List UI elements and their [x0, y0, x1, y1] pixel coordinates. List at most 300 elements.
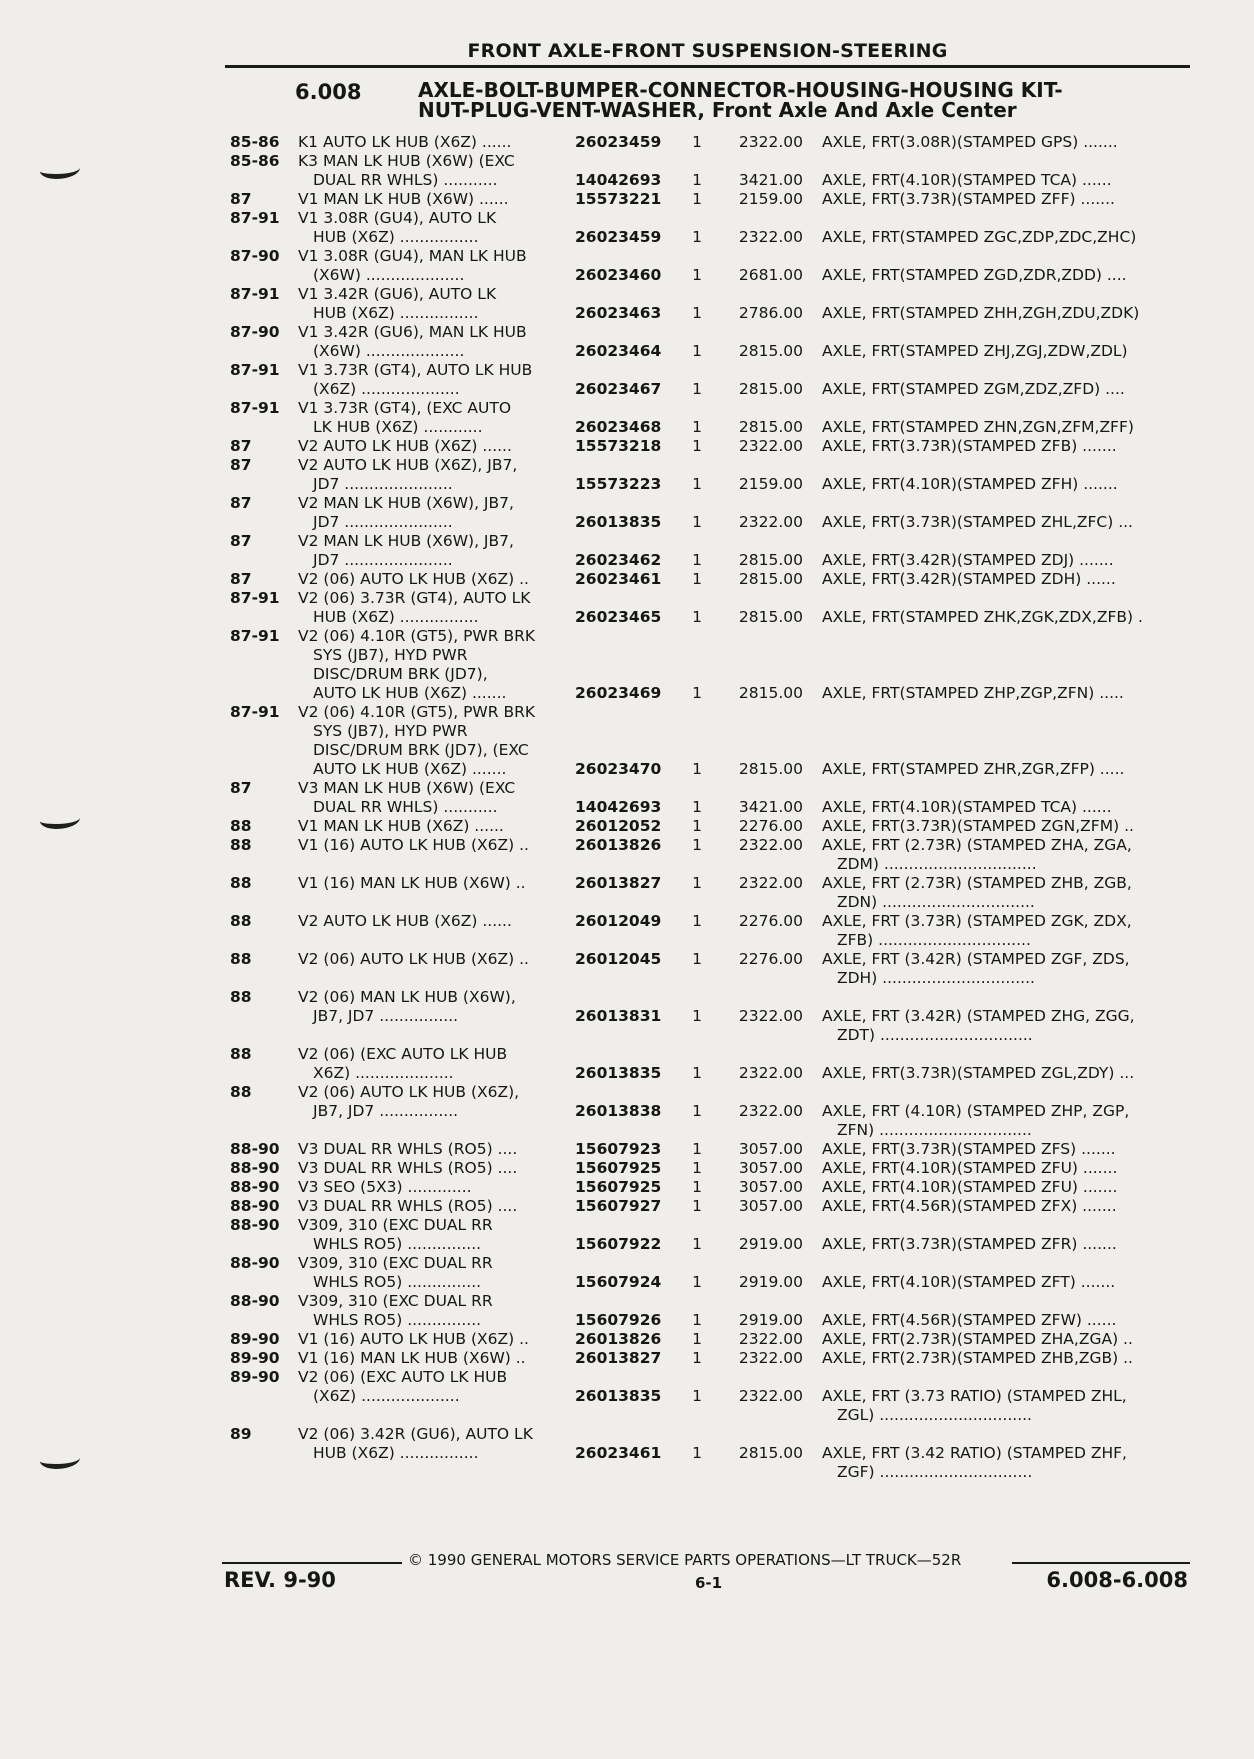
description-line: V2 (06) 3.42R (GU6), AUTO LK — [298, 1425, 533, 1443]
axle-description — [822, 950, 1190, 988]
price: 2322.00 — [738, 228, 803, 246]
entry-description — [298, 703, 798, 779]
quantity: 1 — [692, 798, 702, 816]
entry-years: 88-90 — [230, 1254, 280, 1272]
section-title-line1: AXLE-BOLT-BUMPER-CONNECTOR-HOUSING-HOUSING KIT- — [418, 78, 1063, 102]
description-line: (X6W) .................... — [313, 342, 465, 360]
part-entry — [230, 1349, 1190, 1368]
axle-line: AXLE, FRT(4.10R)(STAMPED TCA) ...... — [822, 798, 1112, 816]
axle-line: AXLE, FRT(3.42R)(STAMPED ZDH) ...... — [822, 570, 1116, 588]
axle-line: AXLE, FRT(STAMPED ZHJ,ZGJ,ZDW,ZDL) — [822, 342, 1128, 360]
part-entry — [230, 703, 1190, 779]
entry-description — [298, 1083, 798, 1121]
part-number: 26012045 — [575, 950, 662, 968]
entry-years: 88 — [230, 988, 252, 1006]
price: 3421.00 — [738, 171, 803, 189]
copyright: © 1990 GENERAL MOTORS SERVICE PARTS OPERATIONS—LT TRUCK—52R — [408, 1551, 962, 1569]
price: 2919.00 — [738, 1235, 803, 1253]
axle-description — [822, 551, 1190, 570]
axle-line: AXLE, FRT(4.10R)(STAMPED ZFT) ....... — [822, 1273, 1116, 1291]
axle-line: AXLE, FRT (3.42 RATIO) (STAMPED ZHF, — [822, 1444, 1127, 1462]
entry-description — [298, 1216, 798, 1254]
quantity: 1 — [692, 171, 702, 189]
axle-line: ZGL) ............................... — [837, 1406, 1032, 1424]
part-entry — [230, 323, 1190, 361]
entry-years: 88 — [230, 912, 252, 930]
part-number: 15607922 — [575, 1235, 662, 1253]
entry-years: 88-90 — [230, 1178, 280, 1196]
description-line: HUB (X6Z) ................ — [313, 1444, 479, 1462]
axle-line: ZFN) ............................... — [837, 1121, 1032, 1139]
axle-line: AXLE, FRT(3.73R)(STAMPED ZFR) ....... — [822, 1235, 1117, 1253]
entry-years: 89-90 — [230, 1368, 280, 1386]
description-line: JD7 ...................... — [313, 475, 453, 493]
page-header: FRONT AXLE-FRONT SUSPENSION-STEERING — [467, 40, 948, 62]
axle-line: AXLE, FRT(3.73R)(STAMPED ZFB) ....... — [822, 437, 1117, 455]
axle-line: AXLE, FRT(4.10R)(STAMPED ZFU) ....... — [822, 1178, 1118, 1196]
part-number: 26023461 — [575, 1444, 662, 1462]
quantity: 1 — [692, 836, 702, 854]
part-number: 26012049 — [575, 912, 662, 930]
description-line: WHLS RO5) ............... — [313, 1311, 482, 1329]
part-entry — [230, 1140, 1190, 1159]
axle-line: AXLE, FRT (4.10R) (STAMPED ZHP, ZGP, — [822, 1102, 1130, 1120]
part-number: 26023463 — [575, 304, 662, 322]
quantity: 1 — [692, 380, 702, 398]
price: 3057.00 — [738, 1159, 803, 1177]
section-range: 6.008-6.008 — [1046, 1568, 1188, 1592]
part-number: 26013827 — [575, 874, 662, 892]
axle-description — [822, 1387, 1190, 1425]
part-number: 15607925 — [575, 1178, 662, 1196]
entry-description — [298, 1159, 798, 1178]
entry-years: 88 — [230, 817, 252, 835]
binding-hole-mark — [40, 810, 80, 829]
entry-years: 87-91 — [230, 209, 280, 227]
part-number: 14042693 — [575, 171, 662, 189]
part-entry — [230, 779, 1190, 817]
quantity: 1 — [692, 1330, 702, 1348]
part-number: 15573223 — [575, 475, 662, 493]
price: 2815.00 — [738, 380, 803, 398]
footer-rule-right — [1012, 1562, 1190, 1564]
axle-line: AXLE, FRT(STAMPED ZGC,ZDP,ZDC,ZHC) — [822, 228, 1137, 246]
description-line: V2 (06) 4.10R (GT5), PWR BRK — [298, 627, 536, 645]
axle-description — [822, 1444, 1190, 1482]
entry-description — [298, 323, 798, 361]
axle-description — [822, 304, 1190, 323]
part-number: 26013826 — [575, 836, 662, 854]
axle-line: ZGF) ............................... — [837, 1463, 1033, 1481]
description-line: WHLS RO5) ............... — [313, 1273, 482, 1291]
axle-description — [822, 1178, 1190, 1197]
part-entry — [230, 133, 1190, 152]
axle-line: ZDN) ............................... — [837, 893, 1035, 911]
price: 2815.00 — [738, 570, 803, 588]
entry-years: 87 — [230, 570, 252, 588]
part-entry — [230, 627, 1190, 703]
axle-line: AXLE, FRT (3.73 RATIO) (STAMPED ZHL, — [822, 1387, 1127, 1405]
part-number: 14042693 — [575, 798, 662, 816]
axle-line: ZDM) ............................... — [837, 855, 1037, 873]
part-number: 26023467 — [575, 380, 662, 398]
description-line: V2 (06) AUTO LK HUB (X6Z) .. — [298, 950, 529, 968]
price: 2322.00 — [738, 874, 803, 892]
part-entry — [230, 209, 1190, 247]
price: 2322.00 — [738, 836, 803, 854]
axle-line: AXLE, FRT(3.42R)(STAMPED ZDJ) ....... — [822, 551, 1114, 569]
part-entry — [230, 1083, 1190, 1140]
description-line: V1 3.42R (GU6), AUTO LK — [298, 285, 497, 303]
axle-description — [822, 684, 1190, 703]
axle-description — [822, 1311, 1190, 1330]
part-entry — [230, 361, 1190, 399]
axle-line: AXLE, FRT(STAMPED ZHK,ZGK,ZDX,ZFB) . — [822, 608, 1143, 626]
axle-description — [822, 266, 1190, 285]
part-number: 26012052 — [575, 817, 662, 835]
axle-description — [822, 380, 1190, 399]
description-line: V3 SEO (5X3) ............. — [298, 1178, 472, 1196]
entry-description — [298, 627, 798, 703]
section-title-line2: NUT-PLUG-VENT-WASHER, Front Axle And Axle Center — [418, 98, 1017, 122]
quantity: 1 — [692, 513, 702, 531]
description-line: JD7 ...................... — [313, 551, 453, 569]
part-number: 26023462 — [575, 551, 662, 569]
entry-years: 88-90 — [230, 1197, 280, 1215]
part-number: 26023461 — [575, 570, 662, 588]
quantity: 1 — [692, 1387, 702, 1405]
entry-years: 87 — [230, 456, 252, 474]
part-number: 15607925 — [575, 1159, 662, 1177]
price: 2322.00 — [738, 1064, 803, 1082]
description-line: DUAL RR WHLS) ........... — [313, 171, 498, 189]
entry-description — [298, 988, 798, 1026]
binding-hole-mark — [40, 1450, 80, 1469]
description-line: V1 MAN LK HUB (X6Z) ...... — [298, 817, 504, 835]
axle-description — [822, 342, 1190, 361]
description-line: (X6Z) .................... — [313, 380, 460, 398]
entry-description — [298, 1368, 798, 1406]
description-line: V309, 310 (EXC DUAL RR — [298, 1254, 493, 1272]
description-line: HUB (X6Z) ................ — [313, 228, 479, 246]
description-line: V2 (06) (EXC AUTO LK HUB — [298, 1368, 508, 1386]
description-line: AUTO LK HUB (X6Z) ....... — [313, 760, 507, 778]
quantity: 1 — [692, 570, 702, 588]
price: 3057.00 — [738, 1197, 803, 1215]
part-number: 26023465 — [575, 608, 662, 626]
part-number: 26023459 — [575, 228, 662, 246]
axle-line: AXLE, FRT(4.10R)(STAMPED ZFU) ....... — [822, 1159, 1118, 1177]
price: 2815.00 — [738, 760, 803, 778]
price: 2681.00 — [738, 266, 803, 284]
part-entry — [230, 912, 1190, 950]
quantity: 1 — [692, 475, 702, 493]
description-line: K1 AUTO LK HUB (X6Z) ...... — [298, 133, 512, 151]
part-entry — [230, 817, 1190, 836]
entry-years: 87-91 — [230, 285, 280, 303]
entry-description — [298, 456, 798, 494]
entry-years: 87-91 — [230, 399, 280, 417]
price: 2815.00 — [738, 684, 803, 702]
quantity: 1 — [692, 266, 702, 284]
part-number: 15607923 — [575, 1140, 662, 1158]
axle-line: AXLE, FRT (2.73R) (STAMPED ZHA, ZGA, — [822, 836, 1132, 854]
axle-description — [822, 190, 1190, 209]
price: 2815.00 — [738, 551, 803, 569]
entry-description — [298, 836, 798, 855]
quantity: 1 — [692, 1444, 702, 1462]
entry-years: 88-90 — [230, 1140, 280, 1158]
axle-description — [822, 171, 1190, 190]
price: 2919.00 — [738, 1311, 803, 1329]
price: 2159.00 — [738, 190, 803, 208]
entry-description — [298, 1330, 798, 1349]
part-entry — [230, 1045, 1190, 1083]
part-entry — [230, 1197, 1190, 1216]
entry-years: 87 — [230, 190, 252, 208]
description-line: V1 MAN LK HUB (X6W) ...... — [298, 190, 509, 208]
entry-years: 87-91 — [230, 627, 280, 645]
price: 3057.00 — [738, 1140, 803, 1158]
price: 3421.00 — [738, 798, 803, 816]
quantity: 1 — [692, 1349, 702, 1367]
description-line: V1 (16) AUTO LK HUB (X6Z) .. — [298, 1330, 529, 1348]
axle-description — [822, 437, 1190, 456]
axle-description — [822, 1159, 1190, 1178]
price: 2322.00 — [738, 133, 803, 151]
part-number: 26013831 — [575, 1007, 662, 1025]
part-entry — [230, 1368, 1190, 1425]
quantity: 1 — [692, 551, 702, 569]
quantity: 1 — [692, 1273, 702, 1291]
description-line: V2 AUTO LK HUB (X6Z), JB7, — [298, 456, 518, 474]
axle-description — [822, 513, 1190, 532]
axle-line: ZFB) ............................... — [837, 931, 1031, 949]
description-line: HUB (X6Z) ................ — [313, 608, 479, 626]
entry-description — [298, 209, 798, 247]
axle-line: AXLE, FRT(3.73R)(STAMPED ZGN,ZFM) .. — [822, 817, 1134, 835]
description-line: HUB (X6Z) ................ — [313, 304, 479, 322]
description-line: SYS (JB7), HYD PWR — [313, 646, 468, 664]
quantity: 1 — [692, 304, 702, 322]
description-line: V2 AUTO LK HUB (X6Z) ...... — [298, 912, 512, 930]
description-line: DISC/DRUM BRK (JD7), (EXC — [313, 741, 529, 759]
part-entry — [230, 1159, 1190, 1178]
entry-description — [298, 1045, 798, 1083]
price: 2159.00 — [738, 475, 803, 493]
entry-description — [298, 494, 798, 532]
entry-years: 88 — [230, 874, 252, 892]
quantity: 1 — [692, 1311, 702, 1329]
entry-description — [298, 1197, 798, 1216]
quantity: 1 — [692, 1064, 702, 1082]
part-entry — [230, 874, 1190, 912]
entry-description — [298, 912, 798, 931]
description-line: LK HUB (X6Z) ............ — [313, 418, 483, 436]
description-line: K3 MAN LK HUB (X6W) (EXC — [298, 152, 515, 170]
axle-description — [822, 1235, 1190, 1254]
axle-line: AXLE, FRT(2.73R)(STAMPED ZHA,ZGA) .. — [822, 1330, 1133, 1348]
axle-line: ZDH) ............................... — [837, 969, 1035, 987]
price: 3057.00 — [738, 1178, 803, 1196]
price: 2815.00 — [738, 1444, 803, 1462]
entry-description — [298, 1140, 798, 1159]
part-number: 26013827 — [575, 1349, 662, 1367]
description-line: V2 (06) 3.73R (GT4), AUTO LK — [298, 589, 531, 607]
entry-description — [298, 1178, 798, 1197]
quantity: 1 — [692, 1102, 702, 1120]
description-line: V3 DUAL RR WHLS (RO5) .... — [298, 1159, 518, 1177]
description-line: (X6Z) .................... — [313, 1387, 460, 1405]
entry-years: 87-90 — [230, 247, 280, 265]
entry-years: 88-90 — [230, 1159, 280, 1177]
part-number: 26023459 — [575, 133, 662, 151]
axle-line: AXLE, FRT(STAMPED ZHH,ZGH,ZDU,ZDK) — [822, 304, 1140, 322]
entry-description — [298, 437, 798, 456]
description-line: JB7, JD7 ................ — [313, 1102, 459, 1120]
axle-description — [822, 760, 1190, 779]
axle-description — [822, 570, 1190, 589]
entry-description — [298, 152, 798, 190]
part-entry — [230, 247, 1190, 285]
quantity: 1 — [692, 874, 702, 892]
axle-description — [822, 836, 1190, 874]
price: 2786.00 — [738, 304, 803, 322]
axle-description — [822, 1064, 1190, 1083]
part-entry — [230, 836, 1190, 874]
description-line: V1 3.73R (GT4), AUTO LK HUB — [298, 361, 533, 379]
quantity: 1 — [692, 912, 702, 930]
description-line: V2 (06) MAN LK HUB (X6W), — [298, 988, 516, 1006]
axle-description — [822, 798, 1190, 817]
axle-description — [822, 1330, 1190, 1349]
part-entry — [230, 456, 1190, 494]
description-line: AUTO LK HUB (X6Z) ....... — [313, 684, 507, 702]
part-entry — [230, 190, 1190, 209]
description-line: V2 (06) AUTO LK HUB (X6Z) .. — [298, 570, 529, 588]
description-line: SYS (JB7), HYD PWR — [313, 722, 468, 740]
quantity: 1 — [692, 228, 702, 246]
part-entry — [230, 1292, 1190, 1330]
price: 2815.00 — [738, 608, 803, 626]
entry-description — [298, 1425, 798, 1463]
part-entry — [230, 399, 1190, 437]
description-line: V1 (16) MAN LK HUB (X6W) .. — [298, 874, 526, 892]
quantity: 1 — [692, 950, 702, 968]
description-line: JD7 ...................... — [313, 513, 453, 531]
entry-description — [298, 1292, 798, 1330]
axle-description — [822, 133, 1190, 152]
axle-line: AXLE, FRT(3.73R)(STAMPED ZGL,ZDY) ... — [822, 1064, 1135, 1082]
part-entry — [230, 1254, 1190, 1292]
part-entry — [230, 152, 1190, 190]
part-entry — [230, 988, 1190, 1045]
axle-description — [822, 874, 1190, 912]
quantity: 1 — [692, 817, 702, 835]
part-entry — [230, 1178, 1190, 1197]
description-line: V309, 310 (EXC DUAL RR — [298, 1292, 493, 1310]
entry-description — [298, 247, 798, 285]
entry-years: 89-90 — [230, 1330, 280, 1348]
part-number: 26023470 — [575, 760, 662, 778]
price: 2322.00 — [738, 1330, 803, 1348]
part-number: 26023469 — [575, 684, 662, 702]
part-entry — [230, 494, 1190, 532]
quantity: 1 — [692, 1197, 702, 1215]
axle-line: AXLE, FRT (3.42R) (STAMPED ZGF, ZDS, — [822, 950, 1130, 968]
price: 2919.00 — [738, 1273, 803, 1291]
entry-years: 88 — [230, 950, 252, 968]
axle-description — [822, 1140, 1190, 1159]
description-line: V1 (16) AUTO LK HUB (X6Z) .. — [298, 836, 529, 854]
axle-line: ZDT) ............................... — [837, 1026, 1033, 1044]
entry-years: 88 — [230, 1083, 252, 1101]
entry-years: 87-91 — [230, 589, 280, 607]
entry-description — [298, 874, 798, 893]
entry-description — [298, 950, 798, 969]
quantity: 1 — [692, 608, 702, 626]
entry-years: 88-90 — [230, 1216, 280, 1234]
axle-description — [822, 1349, 1190, 1368]
description-line: V2 AUTO LK HUB (X6Z) ...... — [298, 437, 512, 455]
axle-line: AXLE, FRT(4.56R)(STAMPED ZFX) ....... — [822, 1197, 1117, 1215]
axle-description — [822, 418, 1190, 437]
quantity: 1 — [692, 133, 702, 151]
part-entry — [230, 1425, 1190, 1482]
part-entry — [230, 570, 1190, 589]
entry-years: 89-90 — [230, 1349, 280, 1367]
entry-description — [298, 817, 798, 836]
part-entry — [230, 285, 1190, 323]
axle-line: AXLE, FRT(4.56R)(STAMPED ZFW) ...... — [822, 1311, 1117, 1329]
axle-description — [822, 1273, 1190, 1292]
description-line: V2 (06) AUTO LK HUB (X6Z), — [298, 1083, 520, 1101]
axle-description — [822, 1007, 1190, 1045]
description-line: V2 (06) 4.10R (GT5), PWR BRK — [298, 703, 536, 721]
part-entry — [230, 950, 1190, 988]
price: 2322.00 — [738, 437, 803, 455]
axle-line: AXLE, FRT (3.42R) (STAMPED ZHG, ZGG, — [822, 1007, 1135, 1025]
part-number: 26013826 — [575, 1330, 662, 1348]
entry-description — [298, 285, 798, 323]
section-title — [418, 80, 1138, 120]
price: 2815.00 — [738, 342, 803, 360]
header-rule — [225, 65, 1190, 68]
quantity: 1 — [692, 418, 702, 436]
description-line: V309, 310 (EXC DUAL RR — [298, 1216, 493, 1234]
price: 2276.00 — [738, 817, 803, 835]
entry-years: 87 — [230, 437, 252, 455]
part-entry — [230, 437, 1190, 456]
binding-hole-mark — [40, 160, 80, 179]
entry-years: 88-90 — [230, 1292, 280, 1310]
axle-line: AXLE, FRT(STAMPED ZHR,ZGR,ZFP) ..... — [822, 760, 1125, 778]
quantity: 1 — [692, 1178, 702, 1196]
parts-list — [230, 133, 1190, 1482]
axle-line: AXLE, FRT(STAMPED ZHP,ZGP,ZFN) ..... — [822, 684, 1124, 702]
axle-line: AXLE, FRT(STAMPED ZHN,ZGN,ZFM,ZFF) — [822, 418, 1134, 436]
price: 2815.00 — [738, 418, 803, 436]
part-entry — [230, 1216, 1190, 1254]
entry-years: 89 — [230, 1425, 252, 1443]
footer-rule-left — [222, 1562, 402, 1564]
price: 2322.00 — [738, 1387, 803, 1405]
entry-years: 88 — [230, 1045, 252, 1063]
entry-years: 87 — [230, 779, 252, 797]
quantity: 1 — [692, 190, 702, 208]
entry-description — [298, 1254, 798, 1292]
axle-line: AXLE, FRT(STAMPED ZGM,ZDZ,ZFD) .... — [822, 380, 1125, 398]
